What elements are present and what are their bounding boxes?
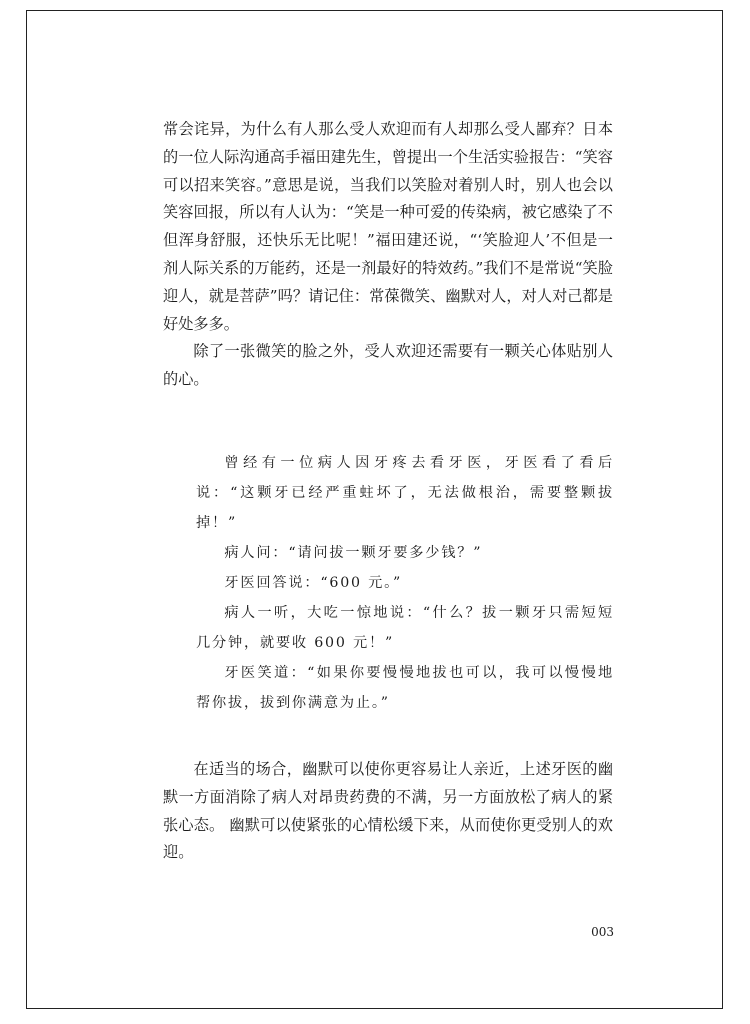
story-paragraph-1: 曾经有一位病人因牙疼去看牙医，牙医看了看后说：“这颗牙已经严重蛀坏了，无法做根治，需要整颗拔掉！” <box>196 455 614 531</box>
paragraph-conclusion: 在适当的场合，幽默可以使你更容易让人亲近，上述牙医的幽默一方面消除了病人对昂贵药费的不满，另一方面放松了病人的紧张心态。 幽默可以使紧张的心情松缓下来，从而使你更受别人的欢迎。 <box>163 760 613 862</box>
story-paragraph-5: 牙医笑道：“如果你要慢慢地拔也可以，我可以慢慢地帮你拔，拔到你满意为止。” <box>196 665 614 711</box>
story-paragraph-2: 病人问：“请问拔一颗牙要多少钱？” <box>224 545 483 561</box>
dentist-story <box>196 448 614 718</box>
closing-text <box>163 756 613 867</box>
paragraph-intro: 常会诧异，为什么有人那么受人欢迎而有人却那么受人鄙弃？日本的一位人际沟通高手福田建先生，曾提出一个生活实验报告：“笑容可以招来笑容。”意思是说，当我们以笑脸对着别人时，别人也会以笑容回报，所以有人认为：“笑是一种可爱的传染病，被它感染了不但浑身舒服，还快乐无比呢！”福田建还说，“‘笑脸迎人’不但是一剂人际关系的万能药，还是一剂最好的特效药。”我们不是常说“笑脸迎人，就是菩萨”吗？请记住：常葆微笑、幽默对人，对人对己都是好处多多。 <box>163 120 613 333</box>
story-paragraph-4: 病人一听，大吃一惊地说：“什么？拔一颗牙只需短短几分钟，就要收 600 元！” <box>196 605 614 651</box>
paragraph-caring-heart: 除了一张微笑的脸之外，受人欢迎还需要有一颗关心体贴别人的心。 <box>163 342 613 389</box>
story-paragraph-3: 牙医回答说：“600 元。” <box>224 575 403 591</box>
main-text <box>163 116 613 394</box>
page-number: 003 <box>591 925 614 939</box>
